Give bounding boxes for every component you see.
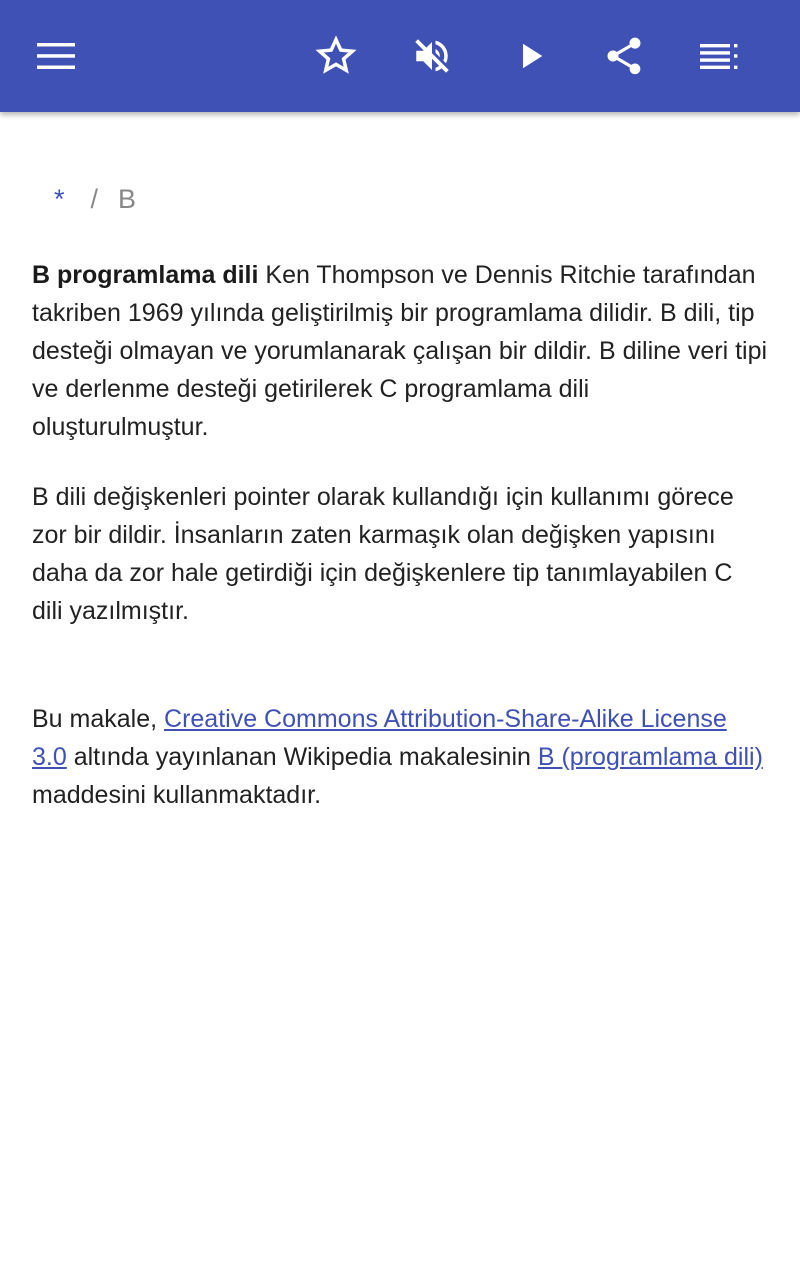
attribution-prefix: Bu makale, (32, 705, 165, 733)
list-icon[interactable] (692, 28, 748, 84)
hamburger-menu-icon[interactable] (28, 28, 84, 84)
app-bar (0, 0, 800, 112)
article-paragraph-2: B dili değişkenleri pointer olarak kullandığı için kullanımı görece zor bir dildir. İnsanların zaten karmaşık olan değişken yapısını daha da zor hale getirdiği için değişkenlere tip tanımlayabilen C dili yazılmıştır. (32, 483, 734, 625)
attribution-middle: altında yayınlanan Wikipedia makalesinin (66, 743, 538, 771)
license-link[interactable]: Creative Commons Attribution-Share-Alike License 3.0 (32, 705, 727, 771)
play-icon[interactable] (502, 28, 558, 84)
breadcrumb-current: B (118, 184, 137, 214)
attribution-text (32, 700, 768, 814)
source-article-link[interactable]: B (programlama dili) (537, 743, 763, 771)
attribution-suffix: maddesini kullanmaktadır. (32, 781, 322, 809)
article-paragraph-1 (32, 256, 768, 446)
breadcrumb-separator: / (90, 184, 99, 214)
article-paragraph-1-text: Ken Thompson ve Dennis Ritchie tarafından takriben 1969 yılında geliştirilmiş bir programlama dilidir. B dili, tip desteği olmayan ve yorumlanarak çalışan bir dildir. B diline veri tipi ve derlenme desteği getirilerek C programlama dili oluşturulmuştur. (32, 261, 768, 441)
article-term: B programlama dili (32, 261, 259, 289)
breadcrumb (54, 184, 136, 215)
volume-off-icon[interactable] (404, 28, 460, 84)
star-outline-icon[interactable] (308, 28, 364, 84)
breadcrumb-home-link[interactable]: * (54, 184, 65, 214)
share-icon[interactable] (596, 28, 652, 84)
